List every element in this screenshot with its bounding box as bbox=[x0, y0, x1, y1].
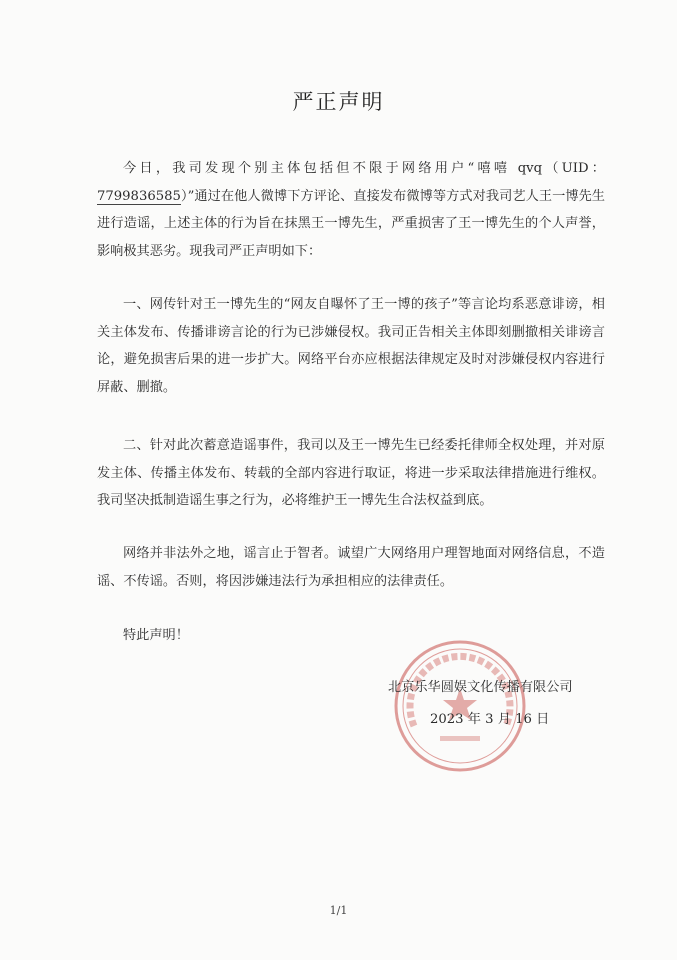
uid-value: 7799836585 bbox=[97, 188, 181, 204]
paragraph-point-one: 一、网传针对王一博先生的“网友自曝怀了王一博的孩子”等言论均系恶意诽谤，相关主体发布、传播诽谤言论的行为已涉嫌侵权。我司正告相关主体即刻删撤相关诽谤言论，避免损害后果的进一步扩大。网络平台亦应根据法律规定及时对涉嫌侵权内容进行屏蔽、删撤。 bbox=[97, 297, 605, 395]
paragraph-intro bbox=[97, 155, 605, 265]
paragraph-closing: 特此声明！ bbox=[123, 628, 189, 643]
page-number: 1/1 bbox=[329, 904, 348, 917]
company-seal-icon bbox=[392, 638, 528, 774]
paragraph-point-two: 二、针对此次蓄意造谣事件，我司以及王一博先生已经委托律师全权处理，并对原发主体、传播主体发布、转载的全部内容进行取证，将进一步采取法律措施进行维权。我司坚决抵制造谣生事之行为，必将维护王一博先生合法权益到底。 bbox=[97, 438, 605, 508]
paragraph-warning: 网络并非法外之地，谣言止于智者。诚望广大网络用户理智地面对网络信息，不造谣、不传谣。否则，将因涉嫌违法行为承担相应的法律责任。 bbox=[97, 546, 605, 589]
document-title: 严正声明 bbox=[292, 90, 385, 114]
signature-date: 2023 年 3 月 16 日 bbox=[430, 712, 550, 727]
paragraph-intro-before: 今日，我司发现个别主体包括但不限于网络用户“嘻嘻 qvq（UID： bbox=[123, 161, 605, 176]
signature-company: 北京乐华圆娱文化传播有限公司 bbox=[388, 680, 573, 695]
paragraph-intro-after: ）”通过在他人微博下方评论、直接发布微博等方式对我司艺人王一博先生进行造谣，上述主体的行为旨在抹黑王一博先生，严重损害了王一博先生的个人声誉，影响极其恶劣。现我司严正声明如下： bbox=[97, 188, 605, 259]
